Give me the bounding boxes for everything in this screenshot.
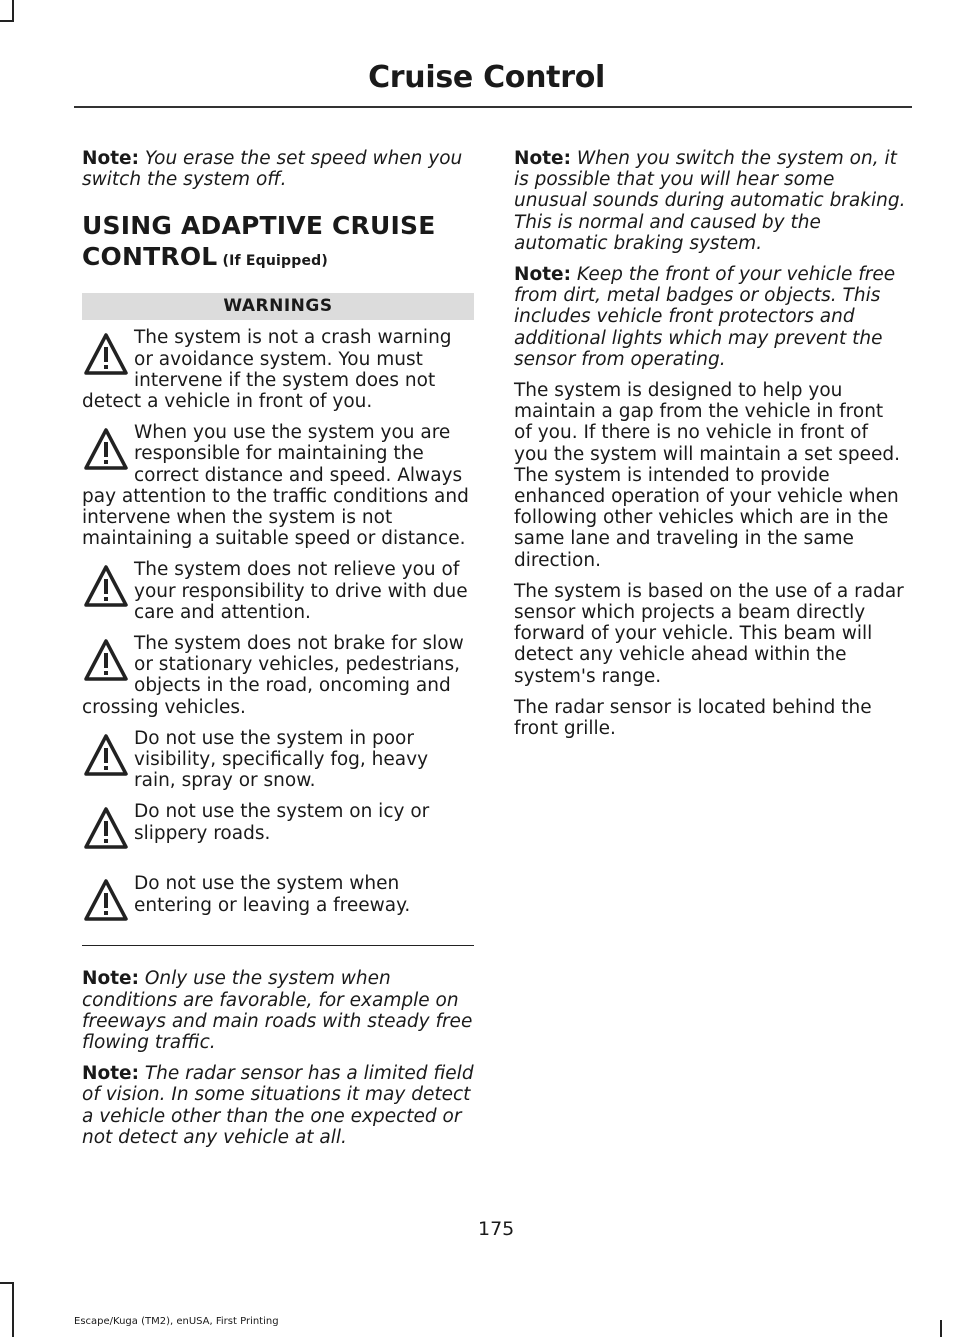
note-radar-field-of-vision: Note: The radar sensor has a limited field of vision. In some situations it may detect a vehicle other than the one expected or not detect any vehicle at all. [82, 1063, 474, 1148]
crop-mark-bottom-left [12, 1282, 14, 1337]
warning-item [82, 559, 474, 623]
footer-text: Escape/Kuga (TM2), enUSA, First Printing [74, 1316, 279, 1327]
warning-item [82, 873, 474, 935]
paragraph-radar-sensor: The system is based on the use of a radar sensor which projects a beam directly forward of your vehicle. This beam will detect any vehicle ahead within the system's range. [514, 580, 904, 687]
warning-text: The system is not a crash warning or avoidance system. You must intervene if the system does not detect a vehicle in front of you. [82, 327, 452, 413]
warning-item [82, 801, 474, 863]
note-unusual-sounds: Note: When you switch the system on, it is possible that you will hear some unusual sounds during automatic braking. This is normal and caused by the automatic braking system. [514, 148, 906, 254]
warning-text: The system does not brake for slow or stationary vehicles, pedestrians, objects in the road, oncoming and crossing vehicles. [82, 633, 464, 718]
warning-text: Do not use the system when entering or leaving a freeway. [134, 873, 411, 916]
crop-mark-bottom-left-h [0, 1282, 14, 1284]
warning-text: Do not use the system on icy or slippery roads. [134, 801, 430, 844]
right-column [514, 148, 906, 749]
note-erase-set-speed: Note: You erase the set speed when you switch the system off. [82, 148, 463, 191]
warning-triangle-icon [82, 561, 130, 621]
warning-text: When you use the system you are responsible for maintaining the correct distance and speed. Always pay attention to the traffic conditions and intervene when the system is not maintaining a suitable speed or distance. [82, 422, 469, 550]
warning-item [82, 728, 474, 792]
warning-triangle-icon [82, 803, 130, 863]
warning-triangle-icon [82, 635, 130, 695]
warnings-end-rule [82, 945, 474, 946]
warning-triangle-icon [82, 424, 130, 484]
warning-text: The system does not relieve you of your responsibility to drive with due care and attention. [134, 559, 468, 623]
paragraph-system-design: The system is designed to help you maintain a gap from the vehicle in front of you. If there is no vehicle in front of you the system will maintain a set speed. The system is intended to provide enhanced operation of your vehicle when following other vehicles which are in the same lane and traveling in the same direction. [514, 380, 901, 571]
section-title: USING ADAPTIVE CRUISE CONTROL (If Equipped) [82, 211, 436, 272]
paragraph-sensor-location: The radar sensor is located behind the front grille. [514, 696, 872, 740]
warning-triangle-icon [82, 730, 130, 790]
warning-item [82, 633, 474, 718]
warnings-heading: WARNINGS [82, 293, 474, 320]
section-qualifier: (If Equipped) [217, 253, 328, 270]
crop-mark-top-left-h [0, 20, 14, 22]
crop-mark-top-left [12, 0, 14, 20]
header-rule [74, 106, 912, 108]
warning-triangle-icon [82, 875, 130, 935]
warning-item [82, 422, 474, 549]
warning-text: Do not use the system in poor visibility, specifically fog, heavy rain, spray or snow. [134, 727, 429, 792]
note-keep-front-clean: Note: Keep the front of your vehicle free from dirt, metal badges or objects. This includes vehicle front protectors and additional lights which may prevent the sensor from operating. [514, 264, 896, 370]
warning-triangle-icon [82, 329, 130, 389]
warning-item [82, 327, 474, 412]
crop-mark-bottom-right [940, 1320, 942, 1337]
note-favorable-conditions: Note: Only use the system when conditions are favorable, for example on freeways and main roads with steady free flowing traffic. [82, 968, 473, 1054]
page-header-title: Cruise Control [368, 60, 605, 95]
page-number: 175 [478, 1218, 515, 1240]
left-column [82, 148, 474, 1158]
